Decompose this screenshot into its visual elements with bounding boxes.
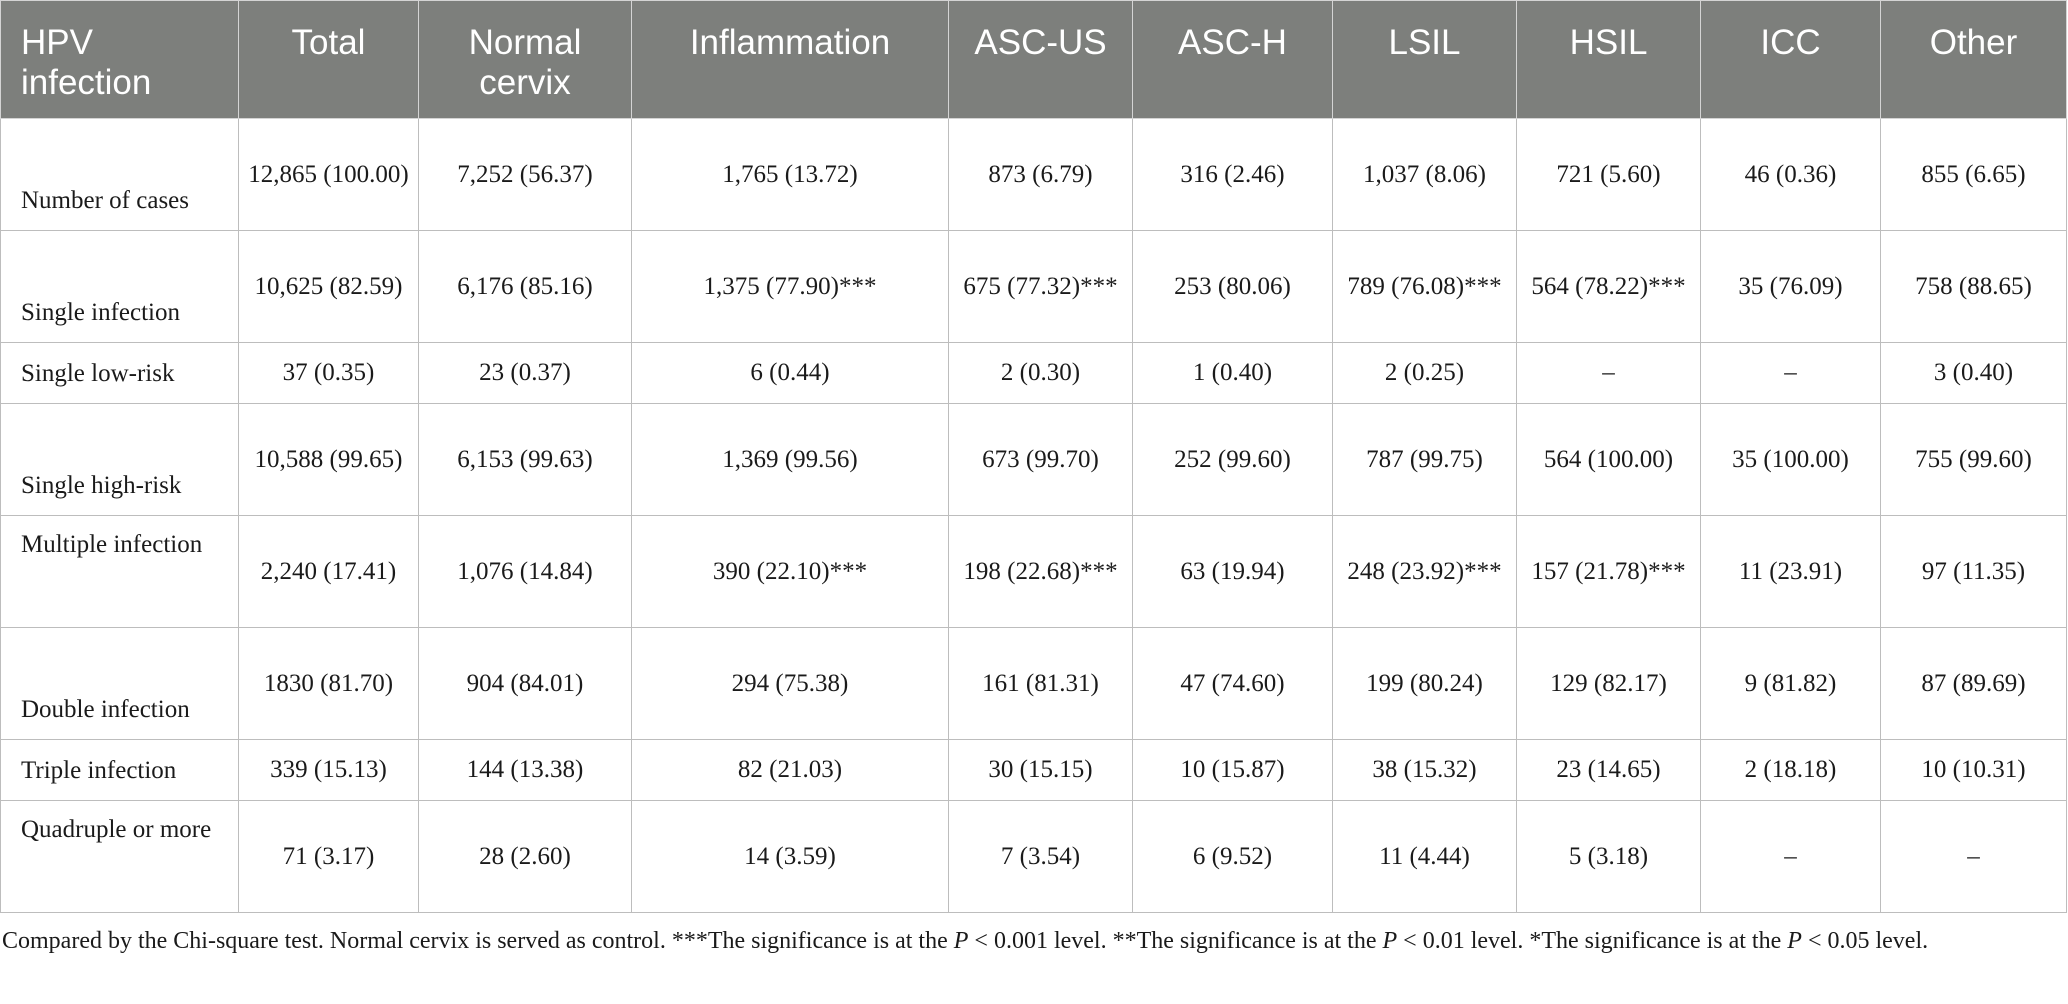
table-cell: 6 (9.52) bbox=[1133, 801, 1333, 913]
row-label: Multiple infection bbox=[1, 516, 239, 628]
table-cell: 294 (75.38) bbox=[632, 628, 949, 740]
table-row bbox=[1, 343, 2067, 404]
table-cell: 6,176 (85.16) bbox=[419, 231, 632, 343]
footnote-text-2: < 0.001 level. **The significance is at the bbox=[968, 928, 1383, 954]
table-cell: 38 (15.32) bbox=[1333, 740, 1517, 801]
table-cell: 1,375 (77.90)*** bbox=[632, 231, 949, 343]
table-row bbox=[1, 740, 2067, 801]
table-cell: – bbox=[1701, 801, 1881, 913]
table-cell: 71 (3.17) bbox=[239, 801, 419, 913]
table-row bbox=[1, 404, 2067, 516]
table-cell: 12,865 (100.00) bbox=[239, 119, 419, 231]
header-asc-h: ASC-H bbox=[1133, 1, 1333, 119]
table-row bbox=[1, 231, 2067, 343]
table-cell: 6 (0.44) bbox=[632, 343, 949, 404]
table-cell: 787 (99.75) bbox=[1333, 404, 1517, 516]
table-cell: 1830 (81.70) bbox=[239, 628, 419, 740]
header-inflammation: Inflammation bbox=[632, 1, 949, 119]
table-cell: – bbox=[1701, 343, 1881, 404]
footnote-text-1: Compared by the Chi-square test. Normal cervix is served as control. ***The significance is at the bbox=[2, 928, 954, 954]
table-row bbox=[1, 801, 2067, 913]
table-cell: 47 (74.60) bbox=[1133, 628, 1333, 740]
table-cell: 10 (10.31) bbox=[1881, 740, 2067, 801]
table-cell: – bbox=[1517, 343, 1701, 404]
table-cell: 2 (0.30) bbox=[949, 343, 1133, 404]
table-cell: 1,076 (14.84) bbox=[419, 516, 632, 628]
table-cell: 248 (23.92)*** bbox=[1333, 516, 1517, 628]
table-cell: 23 (14.65) bbox=[1517, 740, 1701, 801]
table-cell: 721 (5.60) bbox=[1517, 119, 1701, 231]
table-cell: 10 (15.87) bbox=[1133, 740, 1333, 801]
table-cell: 6,153 (99.63) bbox=[419, 404, 632, 516]
table-cell: 252 (99.60) bbox=[1133, 404, 1333, 516]
header-total: Total bbox=[239, 1, 419, 119]
row-label: Double infection bbox=[1, 628, 239, 740]
table-cell: 37 (0.35) bbox=[239, 343, 419, 404]
header-asc-us: ASC-US bbox=[949, 1, 1133, 119]
table-cell: 10,625 (82.59) bbox=[239, 231, 419, 343]
table-cell: 855 (6.65) bbox=[1881, 119, 2067, 231]
table-cell: 1,369 (99.56) bbox=[632, 404, 949, 516]
row-label: Single low-risk bbox=[1, 343, 239, 404]
footnote-text-3: < 0.01 level. *The significance is at the bbox=[1397, 928, 1788, 954]
table-cell: 87 (89.69) bbox=[1881, 628, 2067, 740]
table-cell: 2,240 (17.41) bbox=[239, 516, 419, 628]
table-cell: 316 (2.46) bbox=[1133, 119, 1333, 231]
table-cell: 97 (11.35) bbox=[1881, 516, 2067, 628]
table-cell: 873 (6.79) bbox=[949, 119, 1133, 231]
table-cell: 7,252 (56.37) bbox=[419, 119, 632, 231]
table-cell: 30 (15.15) bbox=[949, 740, 1133, 801]
footnote-text-4: < 0.05 level. bbox=[1801, 928, 1929, 954]
footnote-p-symbol: P bbox=[1382, 928, 1398, 954]
footnote-p-symbol: P bbox=[1787, 928, 1802, 954]
table-cell: 789 (76.08)*** bbox=[1333, 231, 1517, 343]
table-cell: 129 (82.17) bbox=[1517, 628, 1701, 740]
table-cell: 199 (80.24) bbox=[1333, 628, 1517, 740]
table-cell: 11 (23.91) bbox=[1701, 516, 1881, 628]
header-lsil: LSIL bbox=[1333, 1, 1517, 119]
table-cell: 2 (0.25) bbox=[1333, 343, 1517, 404]
table-cell: 63 (19.94) bbox=[1133, 516, 1333, 628]
table-cell: 23 (0.37) bbox=[419, 343, 632, 404]
table-cell: 758 (88.65) bbox=[1881, 231, 2067, 343]
table-cell: 755 (99.60) bbox=[1881, 404, 2067, 516]
table-cell: 10,588 (99.65) bbox=[239, 404, 419, 516]
table-cell: 253 (80.06) bbox=[1133, 231, 1333, 343]
row-label: Quadruple or more bbox=[1, 801, 239, 913]
table-cell: 11 (4.44) bbox=[1333, 801, 1517, 913]
table-cell: 9 (81.82) bbox=[1701, 628, 1881, 740]
table-cell: 564 (100.00) bbox=[1517, 404, 1701, 516]
table-cell: 904 (84.01) bbox=[419, 628, 632, 740]
footnote-p-symbol: P bbox=[953, 928, 969, 954]
table-cell: 144 (13.38) bbox=[419, 740, 632, 801]
header-icc: ICC bbox=[1701, 1, 1881, 119]
table-cell: 2 (18.18) bbox=[1701, 740, 1881, 801]
table-cell: 157 (21.78)*** bbox=[1517, 516, 1701, 628]
row-label: Triple infection bbox=[1, 740, 239, 801]
table-cell: 564 (78.22)*** bbox=[1517, 231, 1701, 343]
table-row bbox=[1, 119, 2067, 231]
table-cell: 1 (0.40) bbox=[1133, 343, 1333, 404]
table-cell: 161 (81.31) bbox=[949, 628, 1133, 740]
table-footnote bbox=[0, 921, 2062, 961]
table-row bbox=[1, 516, 2067, 628]
table-cell: 1,765 (13.72) bbox=[632, 119, 949, 231]
table-row bbox=[1, 628, 2067, 740]
header-hsil: HSIL bbox=[1517, 1, 1701, 119]
table-cell: 339 (15.13) bbox=[239, 740, 419, 801]
row-label: Number of cases bbox=[1, 119, 239, 231]
table-cell: 82 (21.03) bbox=[632, 740, 949, 801]
row-label: Single infection bbox=[1, 231, 239, 343]
header-hpv-infection: HPV infection bbox=[1, 1, 239, 119]
table-cell: 675 (77.32)*** bbox=[949, 231, 1133, 343]
table-cell: 1,037 (8.06) bbox=[1333, 119, 1517, 231]
table-cell: 46 (0.36) bbox=[1701, 119, 1881, 231]
table-cell: 28 (2.60) bbox=[419, 801, 632, 913]
table-cell: 5 (3.18) bbox=[1517, 801, 1701, 913]
row-label: Single high-risk bbox=[1, 404, 239, 516]
table-cell: – bbox=[1881, 801, 2067, 913]
table-cell: 35 (76.09) bbox=[1701, 231, 1881, 343]
header-normal-cervix: Normal cervix bbox=[419, 1, 632, 119]
table-cell: 390 (22.10)*** bbox=[632, 516, 949, 628]
table-cell: 673 (99.70) bbox=[949, 404, 1133, 516]
table-cell: 198 (22.68)*** bbox=[949, 516, 1133, 628]
table-cell: 14 (3.59) bbox=[632, 801, 949, 913]
table-cell: 3 (0.40) bbox=[1881, 343, 2067, 404]
table-header-row bbox=[1, 1, 2067, 119]
table-cell: 7 (3.54) bbox=[949, 801, 1133, 913]
table-cell: 35 (100.00) bbox=[1701, 404, 1881, 516]
header-other: Other bbox=[1881, 1, 2067, 119]
